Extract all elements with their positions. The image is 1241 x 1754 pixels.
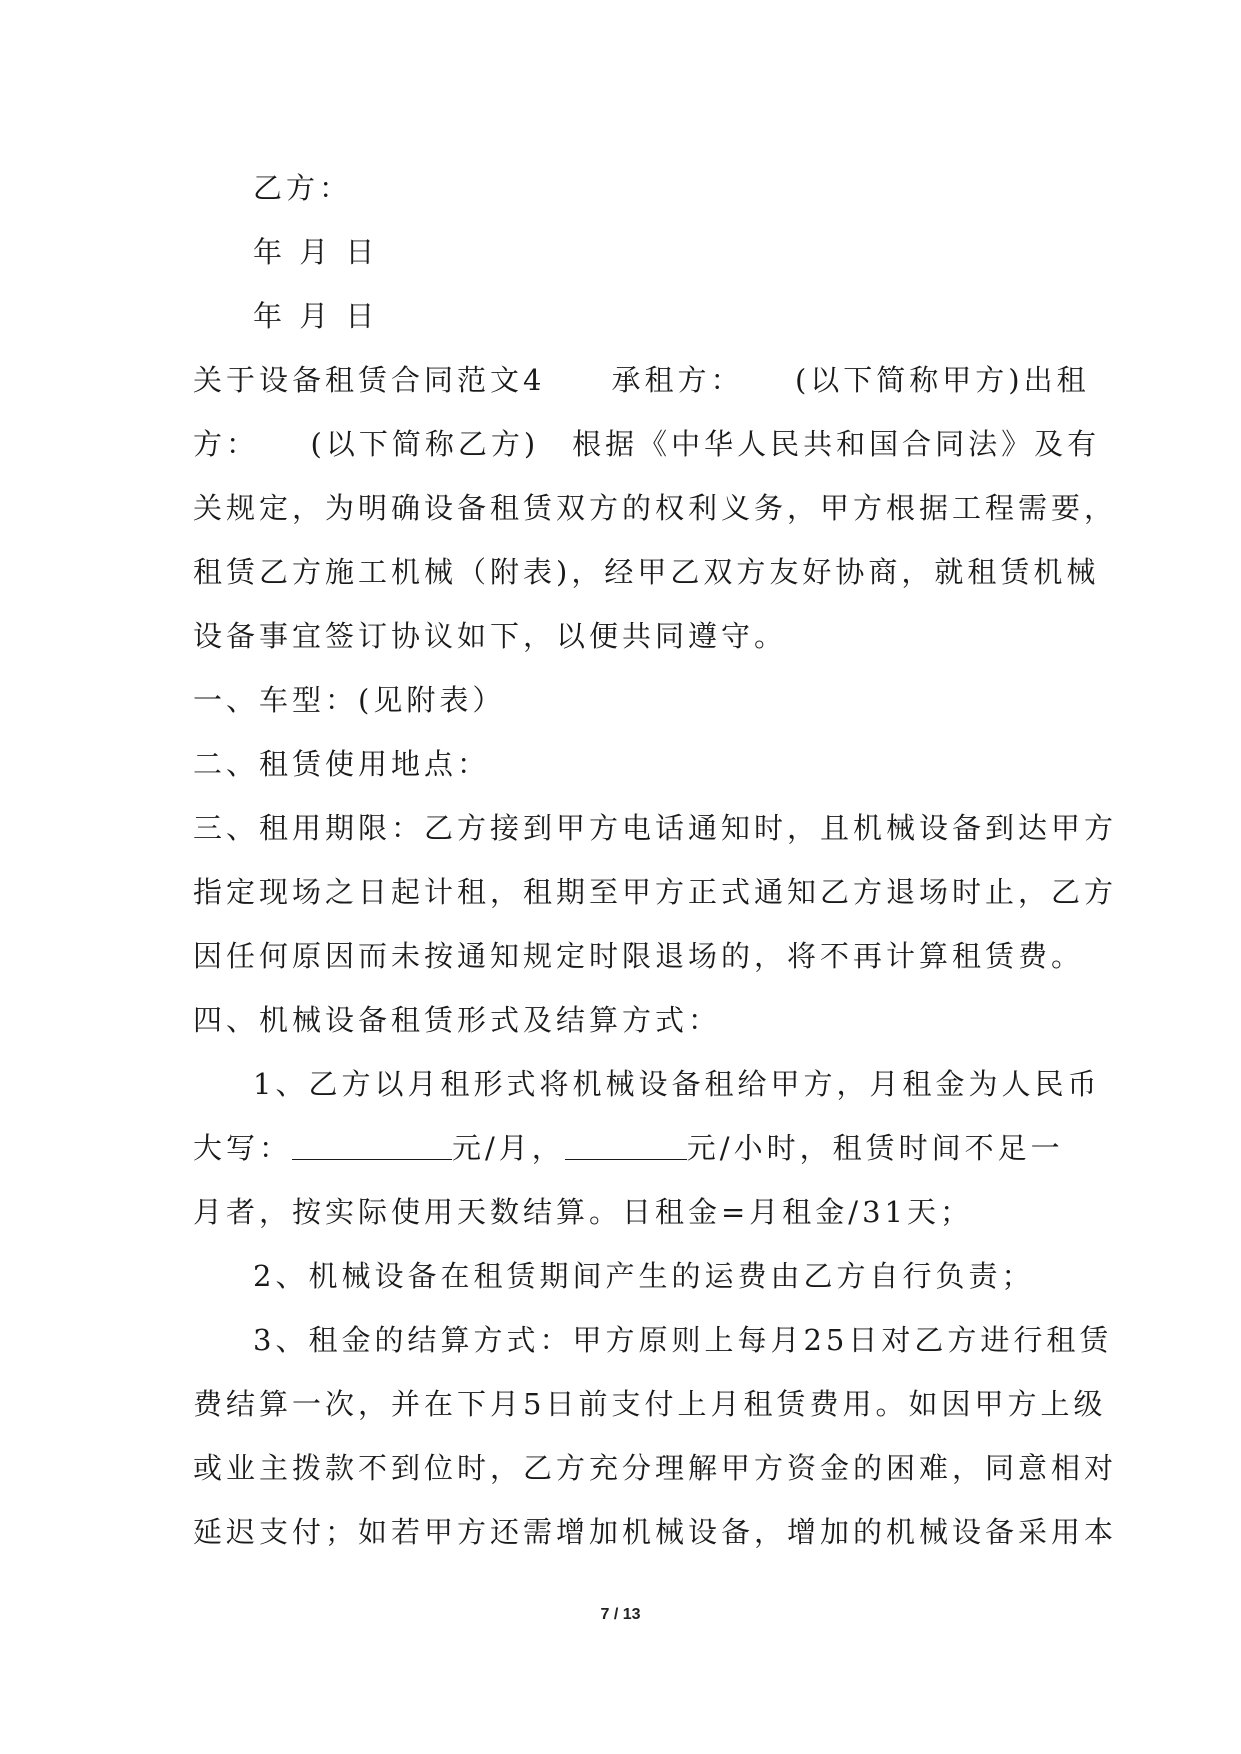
paragraph-line: 指定现场之日起计租，租期至甲方正式通知乙方退场时止，乙方 [193,875,1118,909]
rent-prefix: 大写： [193,1131,293,1165]
document-body [193,156,1118,1564]
clause-heading: 四、机械设备租赁形式及结算方式： [193,1003,722,1037]
date-line: 年 月 日 [253,235,379,269]
paragraph-line: 月者，按实际使用天数结算。日租金=月租金/31天； [193,1195,973,1229]
rent-mid: 元/月， [452,1131,565,1165]
blank-monthly-rent [292,1137,452,1160]
rent-suffix: 元/小时，租赁时间不足一 [686,1131,1064,1165]
paragraph-line: 或业主拨款不到位时，乙方充分理解甲方资金的困难，同意相对 [193,1451,1118,1485]
clause-heading: 二、租赁使用地点： [193,747,491,781]
paragraph-line: 费结算一次，并在下月5日前支付上月租赁费用。如因甲方上级 [193,1387,1107,1421]
sub-clause-line: 1、乙方以月租形式将机械设备租给甲方，月租金为人民币 [253,1067,1101,1101]
paragraph-line: 关规定，为明确设备租赁双方的权利义务，甲方根据工程需要， [193,491,1118,525]
page-number: 7 / 13 [600,1606,641,1623]
paragraph-line: 设备事宜签订协议如下，以便共同遵守。 [193,619,788,653]
blank-hourly-rent [565,1137,687,1160]
clause-heading: 一、车型：(见附表） [193,683,506,717]
paragraph-line: 租赁乙方施工机械（附表)，经甲乙双方友好协商，就租赁机械 [193,555,1100,589]
paragraph-line: 延迟支付；如若甲方还需增加机械设备，增加的机械设备采用本 [193,1515,1118,1549]
paragraph-line: 因任何原因而未按通知规定时限退场的，将不再计算租赁费。 [193,939,1085,973]
rent-amount-line [193,1116,1064,1180]
sub-clause-line: 2、机械设备在租赁期间产生的运费由乙方自行负责； [253,1259,1035,1293]
date-line: 年 月 日 [253,299,379,333]
party-b-label: 乙方： [253,171,353,205]
paragraph-line: 关于设备租赁合同范文4 承租方： (以下简称甲方)出租 [193,363,1090,397]
clause-heading: 三、租用期限：乙方接到甲方电话通知时，且机械设备到达甲方 [193,811,1118,845]
sub-clause-line: 3、租金的结算方式：甲方原则上每月25日对乙方进行租赁 [253,1323,1113,1357]
paragraph-line: 方： (以下简称乙方) 根据《中华人民共和国合同法》及有 [193,427,1101,461]
